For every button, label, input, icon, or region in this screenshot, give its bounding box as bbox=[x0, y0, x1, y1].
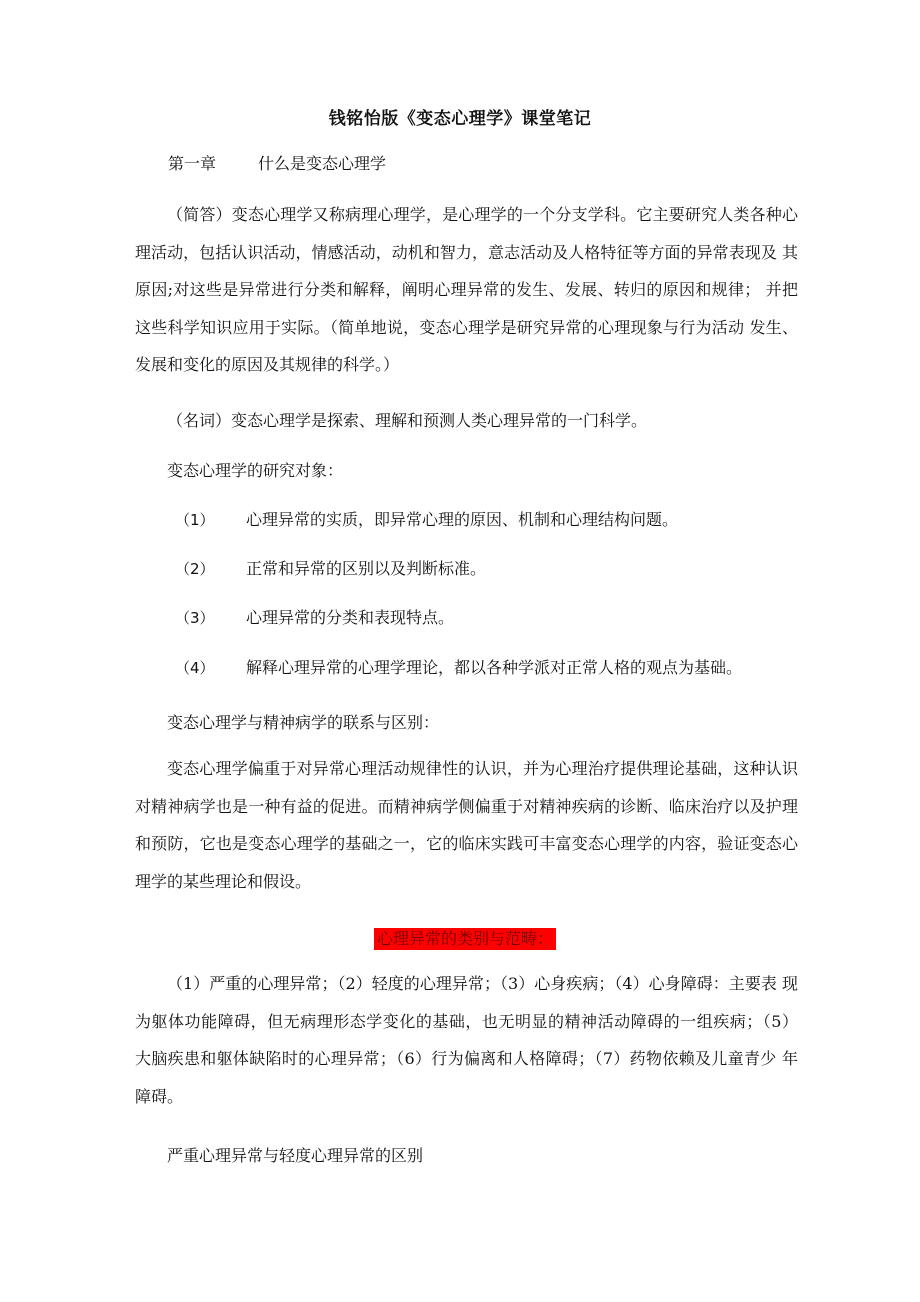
definition-paragraph: （名词）变态心理学是探索、理解和预测人类心理异常的一门科学。 bbox=[167, 411, 648, 430]
list-item-number: （2） bbox=[175, 560, 215, 578]
objects-heading: 变态心理学的研究对象： bbox=[167, 461, 344, 480]
difference-heading: 严重心理异常与轻度心理异常的区别 bbox=[167, 1146, 424, 1165]
list-item-text: 心理异常的分类和表现特点。 bbox=[246, 608, 455, 627]
document-title: 钱铭怡版《变态心理学》课堂笔记 bbox=[328, 109, 592, 129]
intro-paragraph: （简答）变态心理学又称病理心理学，是心理学的一个分支学科。它主要研究人类各种心 理活动，包括认识活动，情感活动，动机和智力，意志活动及人格特征等方面的异常表现及 其原因;对这些是异常进行分类和解释，阐明心理异常的发生、发展、转归的原因和规律； 并把这些科学知识应用于实际。（简单地说，变态心理学是研究异常的心理现象与行为活动 发生、发展和变化的原因及其规律的科学。） bbox=[135, 205, 798, 374]
list-item bbox=[175, 608, 454, 628]
types-paragraph: （1）严重的心理异常；（2）轻度的心理异常；（3）心身疾病；（4）心身障碍：主要表 现为躯体功能障碍，但无病理形态学变化的基础，也无明显的精神活动障碍的一组疾病；（5） 大脑疾患和躯体缺陷时的心理异常；（6）行为偏离和人格障碍；（7）药物依赖及儿童青少 年障碍。 bbox=[135, 974, 798, 1106]
chapter-name: 什么是变态心理学 bbox=[258, 154, 387, 173]
list-item-number: （3） bbox=[175, 609, 215, 627]
list-item bbox=[175, 559, 486, 579]
chapter-number: 第一章 bbox=[168, 154, 217, 173]
list-item-text: 解释心理异常的心理学理论，都以各种学派对正常人格的观点为基础。 bbox=[246, 658, 743, 677]
list-item bbox=[175, 510, 678, 530]
list-item-number: （1） bbox=[175, 511, 215, 529]
list-item-text: 心理异常的实质，即异常心理的原因、机制和心理结构问题。 bbox=[246, 510, 679, 529]
chapter-heading bbox=[168, 154, 386, 174]
relation-heading: 变态心理学与精神病学的联系与区别： bbox=[167, 713, 440, 732]
relation-paragraph: 变态心理学偏重于对异常心理活动规律性的认识，并为心理治疗提供理论基础，这种认识对精神病学也是一种有益的促进。而精神病学侧偏重于对精神疾病的诊断、临床治疗以及护理和预防，它也是变态心理学的基础之一，它的临床实践可丰富变态心理学的内容，验证变态心理学的某些理论和假设。 bbox=[135, 759, 798, 891]
list-item-number: （4） bbox=[175, 659, 215, 677]
types-heading-highlighted: 心理异常的类别与范畴： bbox=[374, 928, 556, 950]
list-item-text: 正常和异常的区别以及判断标准。 bbox=[246, 559, 487, 578]
list-item bbox=[175, 658, 742, 678]
